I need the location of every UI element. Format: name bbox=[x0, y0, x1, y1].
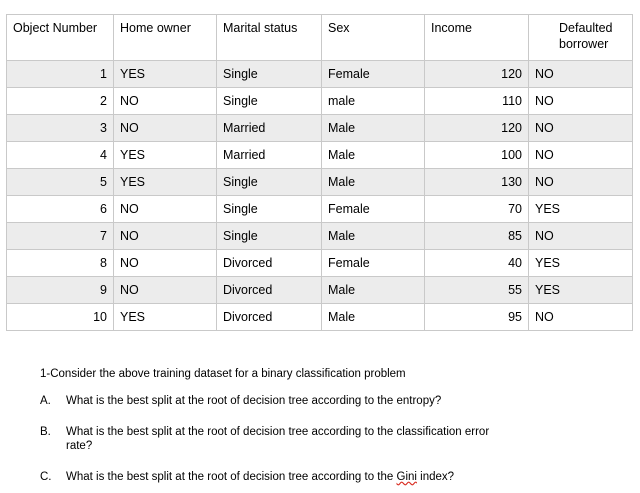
table-row bbox=[7, 169, 633, 196]
cell-income: 55 bbox=[425, 277, 529, 304]
question-a-text: What is the best split at the root of decision tree according to the entropy? bbox=[66, 395, 442, 407]
cell-object-number: 6 bbox=[7, 196, 114, 223]
table-row bbox=[7, 88, 633, 115]
cell-object-number: 3 bbox=[7, 115, 114, 142]
cell-defaulted-borrower: NO bbox=[529, 223, 633, 250]
cell-marital-status: Single bbox=[217, 169, 322, 196]
cell-defaulted-borrower: NO bbox=[529, 142, 633, 169]
cell-marital-status: Married bbox=[217, 115, 322, 142]
cell-marital-status: Married bbox=[217, 142, 322, 169]
cell-object-number: 7 bbox=[7, 223, 114, 250]
cell-home-owner: YES bbox=[114, 169, 217, 196]
table-row bbox=[7, 277, 633, 304]
question-b-letter: B. bbox=[40, 426, 51, 438]
question-c-letter: C. bbox=[40, 471, 52, 483]
cell-marital-status: Divorced bbox=[217, 277, 322, 304]
cell-marital-status: Divorced bbox=[217, 250, 322, 277]
cell-home-owner: YES bbox=[114, 61, 217, 88]
cell-marital-status: Single bbox=[217, 223, 322, 250]
cell-object-number: 10 bbox=[7, 304, 114, 331]
cell-sex: Male bbox=[322, 115, 425, 142]
question-intro bbox=[40, 367, 600, 381]
cell-marital-status: Single bbox=[217, 88, 322, 115]
question-b-text: What is the best split at the root of decision tree according to the classification error rate? bbox=[66, 426, 490, 452]
cell-sex: Female bbox=[322, 250, 425, 277]
cell-defaulted-borrower: NO bbox=[529, 304, 633, 331]
cell-income: 85 bbox=[425, 223, 529, 250]
cell-defaulted-borrower: NO bbox=[529, 61, 633, 88]
cell-defaulted-borrower: YES bbox=[529, 196, 633, 223]
cell-marital-status: Single bbox=[217, 61, 322, 88]
cell-income: 40 bbox=[425, 250, 529, 277]
question-c-text-after: index? bbox=[416, 471, 455, 483]
table-row bbox=[7, 196, 633, 223]
cell-home-owner: NO bbox=[114, 88, 217, 115]
training-data-table bbox=[6, 14, 633, 331]
cell-income: 120 bbox=[425, 115, 529, 142]
question-a-letter: A. bbox=[40, 395, 51, 407]
cell-income: 130 bbox=[425, 169, 529, 196]
column-header-marital-status: Marital status bbox=[217, 15, 322, 61]
cell-sex: Male bbox=[322, 142, 425, 169]
table-row bbox=[7, 250, 633, 277]
cell-home-owner: NO bbox=[114, 277, 217, 304]
cell-object-number: 9 bbox=[7, 277, 114, 304]
cell-income: 100 bbox=[425, 142, 529, 169]
table-row bbox=[7, 115, 633, 142]
cell-sex: Female bbox=[322, 196, 425, 223]
cell-defaulted-borrower: YES bbox=[529, 250, 633, 277]
column-header-defaulted-borrower: Defaulted borrower bbox=[529, 15, 633, 61]
cell-income: 70 bbox=[425, 196, 529, 223]
cell-home-owner: NO bbox=[114, 115, 217, 142]
cell-income: 95 bbox=[425, 304, 529, 331]
column-header-object-number: Object Number bbox=[7, 15, 114, 61]
question-c-text-before: What is the best split at the root of decision tree according to the bbox=[66, 471, 397, 483]
cell-sex: Male bbox=[322, 223, 425, 250]
column-header-home-owner: Home owner bbox=[114, 15, 217, 61]
cell-marital-status: Divorced bbox=[217, 304, 322, 331]
column-header-income: Income bbox=[425, 15, 529, 61]
table-row bbox=[7, 142, 633, 169]
cell-sex: Male bbox=[322, 277, 425, 304]
cell-defaulted-borrower: YES bbox=[529, 277, 633, 304]
question-c-gini-word: Gini bbox=[396, 471, 417, 483]
cell-sex: Male bbox=[322, 169, 425, 196]
cell-sex: Male bbox=[322, 304, 425, 331]
question-intro-text: 1-Consider the above training dataset for a binary classification problem bbox=[40, 368, 406, 380]
cell-home-owner: YES bbox=[114, 142, 217, 169]
cell-sex: Female bbox=[322, 61, 425, 88]
cell-object-number: 5 bbox=[7, 169, 114, 196]
cell-defaulted-borrower: NO bbox=[529, 88, 633, 115]
table-row bbox=[7, 223, 633, 250]
cell-defaulted-borrower: NO bbox=[529, 169, 633, 196]
cell-home-owner: NO bbox=[114, 196, 217, 223]
cell-defaulted-borrower: NO bbox=[529, 115, 633, 142]
cell-home-owner: NO bbox=[114, 223, 217, 250]
cell-marital-status: Single bbox=[217, 196, 322, 223]
cell-object-number: 8 bbox=[7, 250, 114, 277]
table-header-row bbox=[7, 15, 633, 61]
cell-income: 110 bbox=[425, 88, 529, 115]
cell-sex: male bbox=[322, 88, 425, 115]
table-row bbox=[7, 304, 633, 331]
question-c-text bbox=[66, 470, 506, 484]
cell-income: 120 bbox=[425, 61, 529, 88]
column-header-sex: Sex bbox=[322, 15, 425, 61]
cell-object-number: 4 bbox=[7, 142, 114, 169]
cell-object-number: 2 bbox=[7, 88, 114, 115]
cell-home-owner: NO bbox=[114, 250, 217, 277]
table-row bbox=[7, 61, 633, 88]
cell-home-owner: YES bbox=[114, 304, 217, 331]
cell-object-number: 1 bbox=[7, 61, 114, 88]
